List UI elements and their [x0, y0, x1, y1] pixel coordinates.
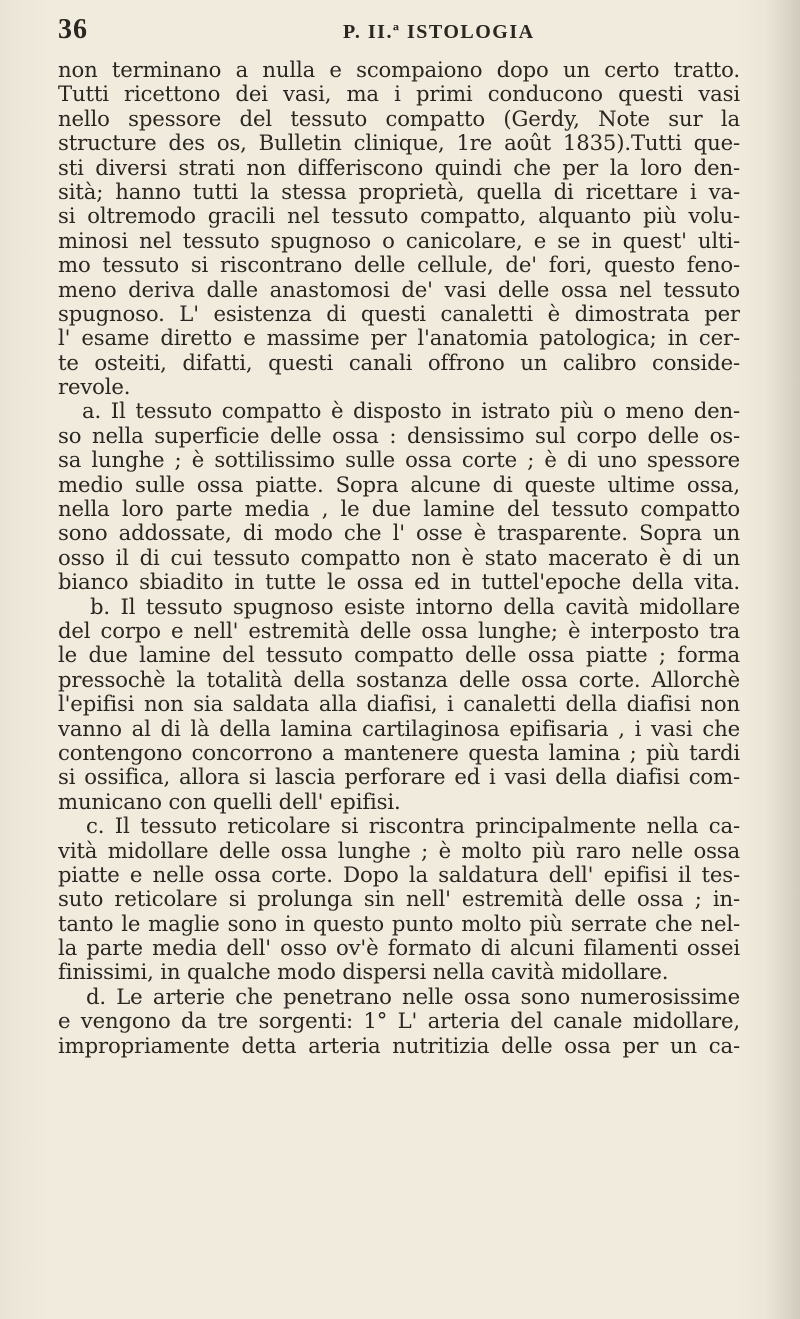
text-line-8: minosi nel tessuto spugnoso o canicolare, e se in quest' ulti-: [58, 227, 740, 253]
text-line-28: vanno al di là della lamina cartilaginosa epifisaria , i vasi che: [58, 715, 740, 741]
page-edge-shadow: [766, 0, 800, 1319]
page-number: 36: [58, 14, 88, 45]
text-line-6: sità; hanno tutti la stessa proprietà, quella di ricettare i va-: [58, 178, 740, 204]
text-line-30: si ossifica, allora si lascia perforare ed i vasi della diafisi com-: [58, 764, 740, 790]
text-line-21: osso il di cui tessuto compatto non è stato macerato è di un: [58, 544, 740, 570]
text-line-31: municano con quelli dell' epifisi.: [58, 788, 401, 814]
text-line-3: nello spessore del tessuto compatto (Gerdy, Note sur la: [58, 105, 740, 131]
text-line-11: spugnoso. L' esistenza di questi canaletti è dimostrata per: [58, 300, 740, 326]
text-line-41: impropriamente detta arteria nutritizia delle ossa per un ca-: [58, 1032, 740, 1058]
text-line-14: revole.: [58, 374, 131, 400]
text-line-39: d. Le arterie che penetrano nelle ossa sono numerosissime: [86, 983, 740, 1009]
text-line-33: vità midollare delle ossa lunghe ; è molto più raro nelle ossa: [58, 837, 740, 863]
text-line-5: sti diversi strati non differiscono quindi che per la loro den-: [58, 154, 740, 180]
text-line-1: non terminano a nulla e scompaiono dopo un certo tratto.: [58, 58, 740, 82]
text-line-18: medio sulle ossa piatte. Sopra alcune di queste ultime ossa,: [58, 471, 740, 497]
text-line-25: le due lamine del tessuto compatto delle ossa piatte ; forma: [58, 642, 740, 668]
page-header: [58, 14, 738, 54]
text-line-9: mo tessuto si riscontrano delle cellule, de' fori, questo feno-: [58, 252, 740, 278]
text-line-22: bianco sbiadito in tutte le ossa ed in tuttel'epoche della vita.: [58, 569, 740, 595]
text-line-32: c. Il tessuto reticolare si riscontra principalmente nella ca-: [86, 813, 740, 839]
body-text: [58, 58, 740, 1058]
text-line-24: del corpo e nell' estremità delle ossa lunghe; è interposto tra: [58, 617, 740, 643]
text-line-37: la parte media dell' osso ov'è formato di alcuni filamenti ossei: [58, 935, 740, 961]
text-line-29: contengono concorrono a mantenere questa lamina ; più tardi: [58, 739, 740, 765]
text-line-17: sa lunghe ; è sottilissimo sulle ossa corte ; è di uno spessore: [58, 447, 740, 473]
text-line-38: finissimi, in qualche modo dispersi nella cavità midollare.: [58, 959, 669, 985]
text-line-12: l' esame diretto e massime per l'anatomia patologica; in cer-: [58, 325, 740, 351]
text-line-40: e vengono da tre sorgenti: 1° L' arteria del canale midollare,: [58, 1008, 740, 1034]
text-line-20: sono addossate, di modo che l' osse è trasparente. Sopra un: [58, 520, 740, 546]
text-line-7: si oltremodo gracili nel tessuto compatto, alquanto più volu-: [58, 203, 740, 229]
text-line-35: suto reticolare si prolunga sin nell' estremità delle ossa ; in-: [58, 886, 740, 912]
text-lines: [58, 58, 740, 1058]
running-head: P. II.ª ISTOLOGIA: [343, 21, 535, 43]
text-line-36: tanto le maglie sono in questo punto molto più serrate che nel-: [58, 910, 740, 936]
text-line-27: l'epifisi non sia saldata alla diafisi, i canaletti della diafisi non: [58, 691, 740, 717]
text-line-26: pressochè la totalità della sostanza delle ossa corte. Allorchè: [58, 666, 740, 692]
text-line-2: Tutti ricettono dei vasi, ma i primi conducono questi vasi: [58, 81, 740, 107]
text-line-15: a. Il tessuto compatto è disposto in istrato più o meno den-: [82, 398, 740, 424]
text-line-4: structure des os, Bulletin clinique, 1re août 1835).Tutti que-: [58, 130, 740, 156]
text-line-19: nella loro parte media , le due lamine del tessuto compatto: [58, 496, 740, 522]
text-line-16: so nella superficie delle ossa : densissimo sul corpo delle os-: [58, 422, 740, 448]
text-line-10: meno deriva dalle anastomosi de' vasi delle ossa nel tessuto: [58, 276, 740, 302]
text-line-23: b. Il tessuto spugnoso esiste intorno della cavità midollare: [90, 593, 740, 619]
text-line-34: piatte e nelle ossa corte. Dopo la saldatura dell' epifisi il tes-: [58, 861, 740, 887]
text-line-13: te osteiti, difatti, questi canali offrono un calibro conside-: [58, 349, 740, 375]
